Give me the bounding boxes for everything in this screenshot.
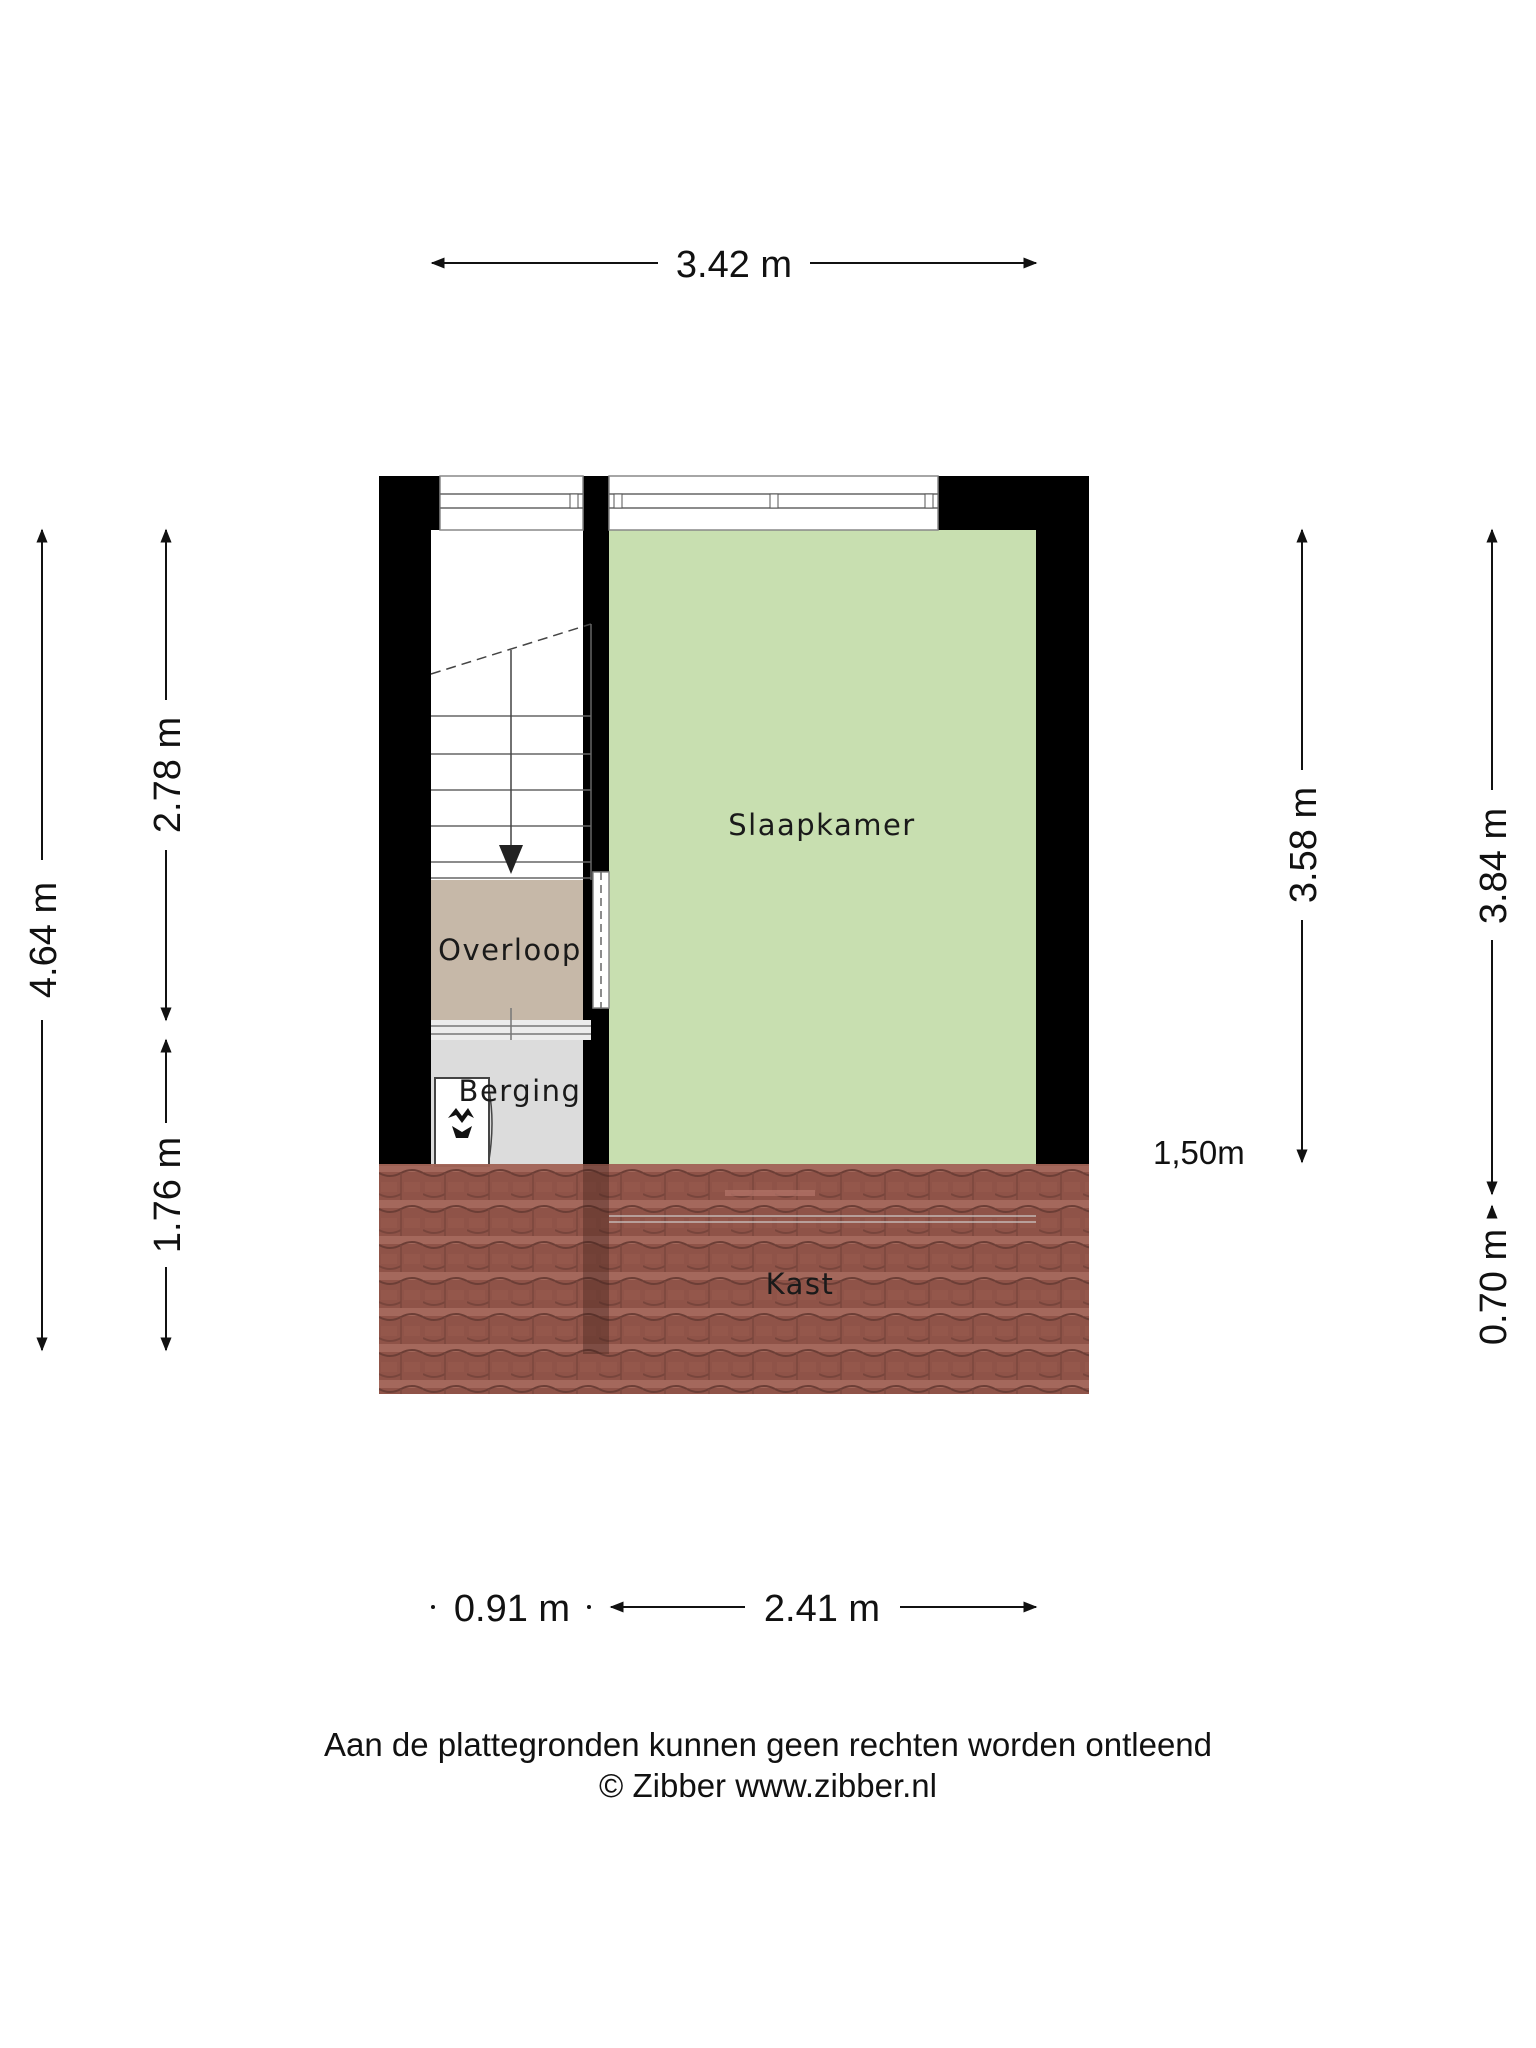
- dimension-bottom-right-label: 2.41 m: [763, 1588, 881, 1630]
- dimension-top-width-label: 3.42 m: [675, 244, 793, 286]
- dimension-left-total: [23, 530, 65, 1350]
- dimension-top-width: [432, 244, 1036, 286]
- dimension-left-total-label: 4.64 m: [23, 881, 65, 999]
- dimension-bottom-right: [611, 1588, 1036, 1630]
- dimension-left-upper-label: 2.78 m: [147, 716, 189, 834]
- roof-overlay: [379, 1164, 1089, 1394]
- dimension-right-upper: [1473, 530, 1515, 1194]
- copyright-text: © Zibber www.zibber.nl: [599, 1767, 937, 1804]
- disclaimer-text: Aan de plattegronden kunnen geen rechten worden ontleend: [323, 1726, 1213, 1763]
- dimension-left-lower: [147, 1040, 189, 1350]
- dimension-right-lower: [1473, 1206, 1515, 1345]
- roof-height-label: 1,50m: [1153, 1134, 1245, 1171]
- room-label-storage: Berging: [458, 1074, 582, 1108]
- window-right: [609, 476, 938, 530]
- dimension-right-inner-label: 3.58 m: [1283, 786, 1325, 904]
- room-label-closet: Kast: [765, 1267, 835, 1301]
- window-left: [440, 476, 583, 530]
- dimension-bottom-left: [431, 1588, 591, 1630]
- dimension-right-inner: [1283, 530, 1325, 1162]
- bedroom-door: [593, 872, 609, 1008]
- room-label-bedroom: Slaapkamer: [728, 808, 916, 842]
- bedroom-area: [609, 530, 1036, 1165]
- room-label-landing: Overloop: [438, 933, 582, 967]
- dimension-left-lower-label: 1.76 m: [147, 1136, 189, 1254]
- dimension-bottom-left-label: 0.91 m: [453, 1588, 571, 1630]
- dimension-left-upper: [147, 530, 189, 1020]
- dimension-right-upper-label: 3.84 m: [1473, 807, 1515, 925]
- dimension-right-lower-label: 0.70 m: [1473, 1228, 1515, 1346]
